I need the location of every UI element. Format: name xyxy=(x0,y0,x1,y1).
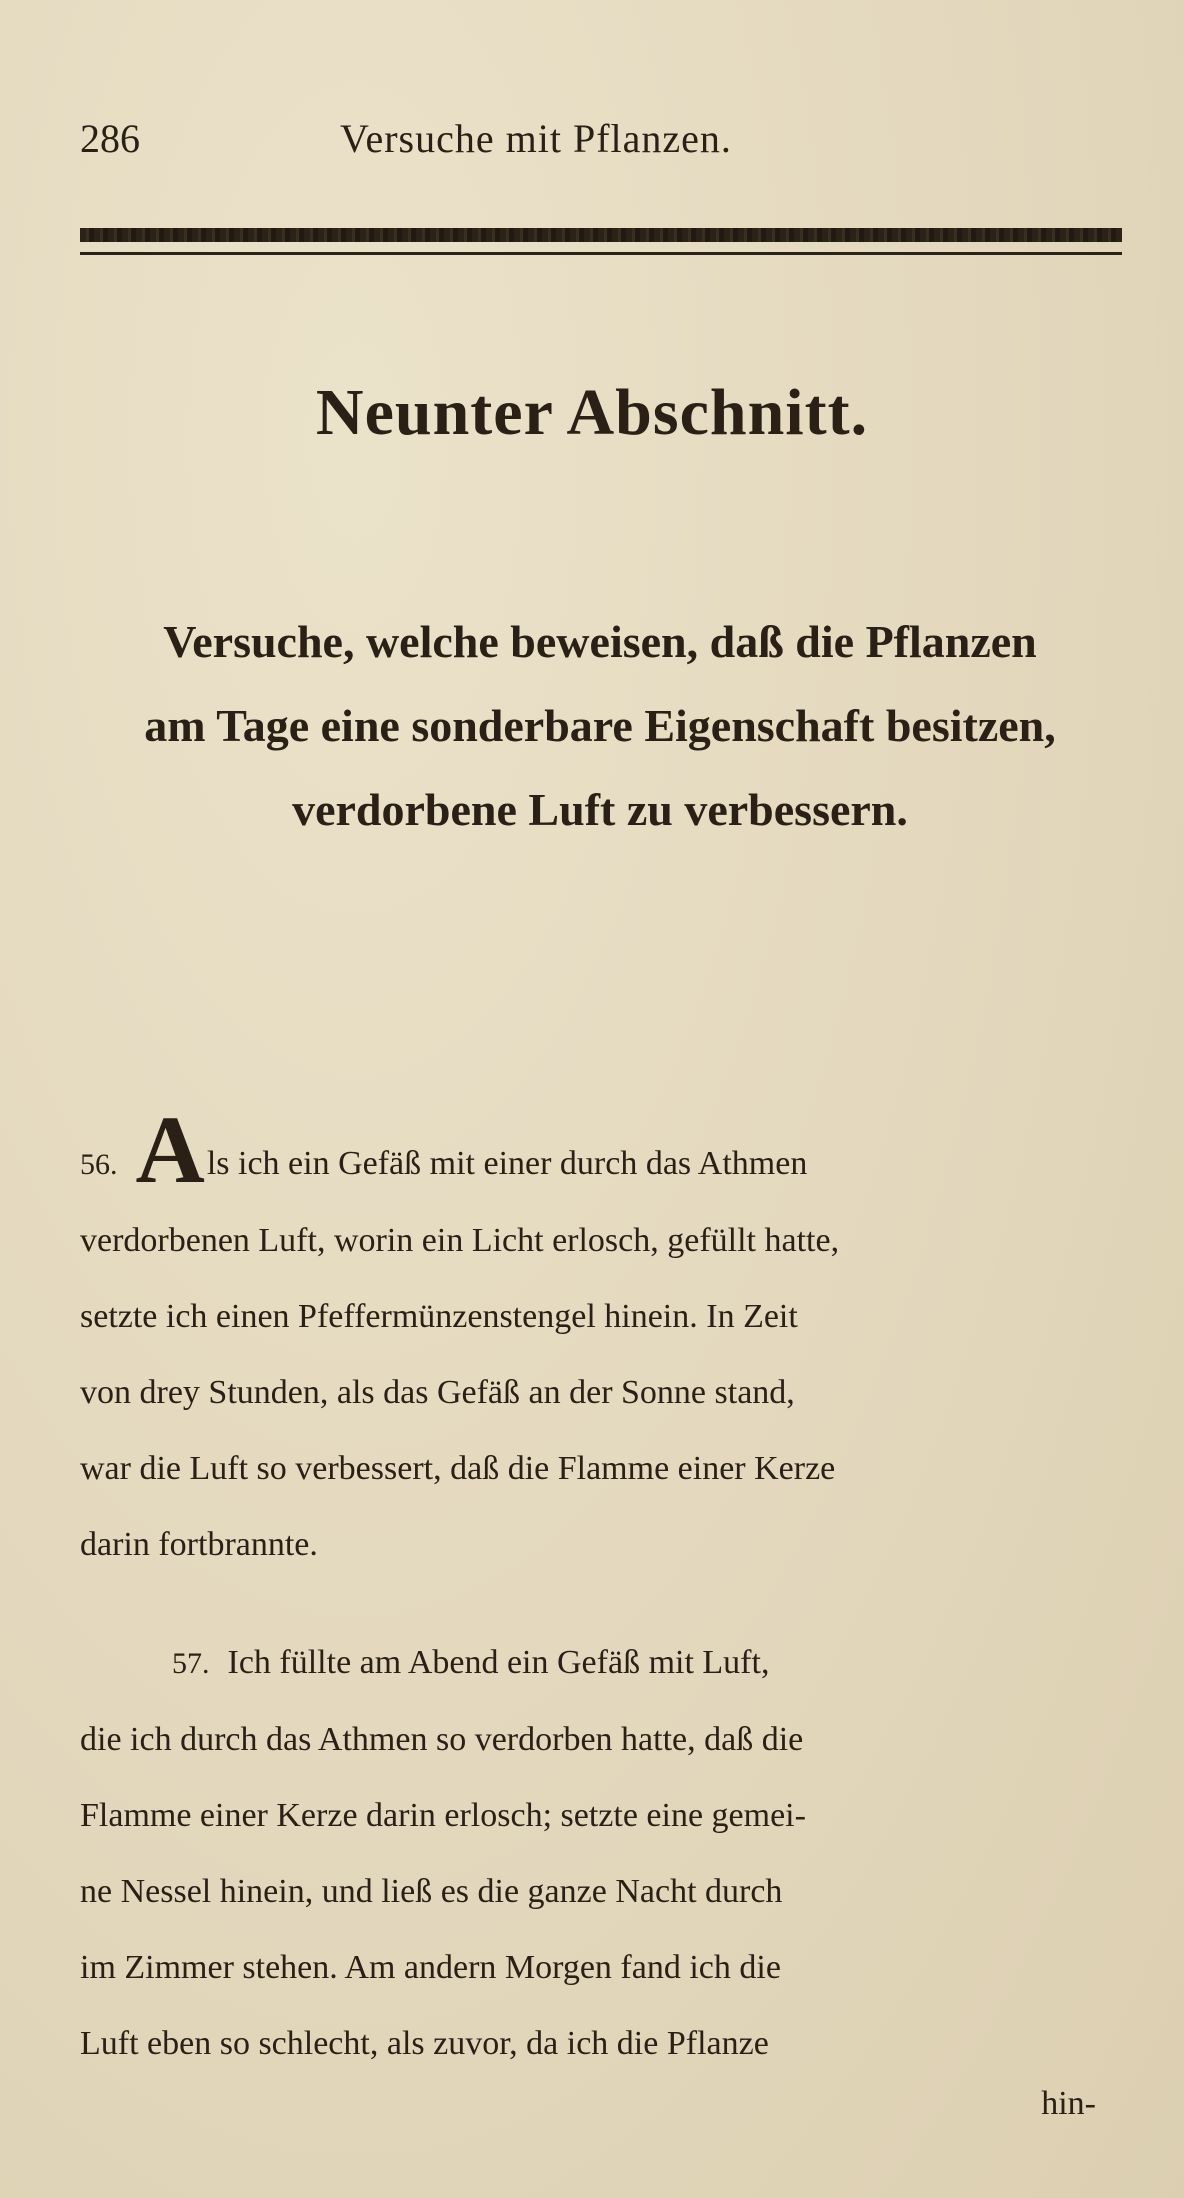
paragraph-number: 57. xyxy=(172,1647,210,1680)
catchword: hin- xyxy=(1041,2085,1096,2122)
text-line: im Zimmer stehen. Am andern Morgen fand ich die xyxy=(80,1949,781,1986)
text-line: Luft eben so schlecht, als zuvor, da ich die Pflanze xyxy=(80,2025,769,2062)
running-title: Versuche mit Pflanzen. xyxy=(340,116,732,161)
paragraph-first-line xyxy=(80,1096,1120,1203)
paragraph-number: 56. xyxy=(80,1148,118,1181)
text-line: Flamme einer Kerze darin erlosch; setzte eine gemei- xyxy=(80,1797,806,1834)
subtitle-line: am Tage eine sonderbare Eigenschaft besitzen, xyxy=(144,700,1056,751)
line-text: Ich füllte am Abend ein Gefäß mit Luft, xyxy=(227,1644,770,1681)
text-line: die ich durch das Athmen so verdorben hatte, daß die xyxy=(80,1721,804,1758)
page-number: 286 xyxy=(80,116,140,161)
page-header xyxy=(80,105,1120,175)
line-text: ls ich ein Gefäß mit einer durch das Athmen xyxy=(206,1145,808,1182)
header-rule-thick xyxy=(80,228,1122,242)
header-rule-thin xyxy=(80,252,1122,255)
text-line: setzte ich einen Pfeffermünzenstengel hinein. In Zeit xyxy=(80,1298,798,1335)
text-line: verdorbenen Luft, worin ein Licht erlosch, gefüllt hatte, xyxy=(80,1222,840,1259)
subtitle-line: Versuche, welche beweisen, daß die Pflanzen xyxy=(163,616,1037,667)
text-line: war die Luft so verbessert, daß die Flamme einer Kerze xyxy=(80,1450,836,1487)
drop-capital: A xyxy=(135,1096,205,1203)
section-subtitle xyxy=(80,600,1120,852)
text-line: ne Nessel hinein, und ließ es die ganze Nacht durch xyxy=(80,1873,783,1910)
section-title: Neunter Abschnitt. xyxy=(315,376,869,449)
paragraph-first-line xyxy=(80,1625,1120,1702)
paragraph-56 xyxy=(80,1096,1120,1583)
text-line: darin fortbrannte. xyxy=(80,1526,318,1563)
subtitle-line: verdorbene Luft zu verbessern. xyxy=(292,784,908,835)
text-line: von drey Stunden, als das Gefäß an der Sonne stand, xyxy=(80,1374,795,1411)
paragraph-57 xyxy=(80,1625,1120,2082)
